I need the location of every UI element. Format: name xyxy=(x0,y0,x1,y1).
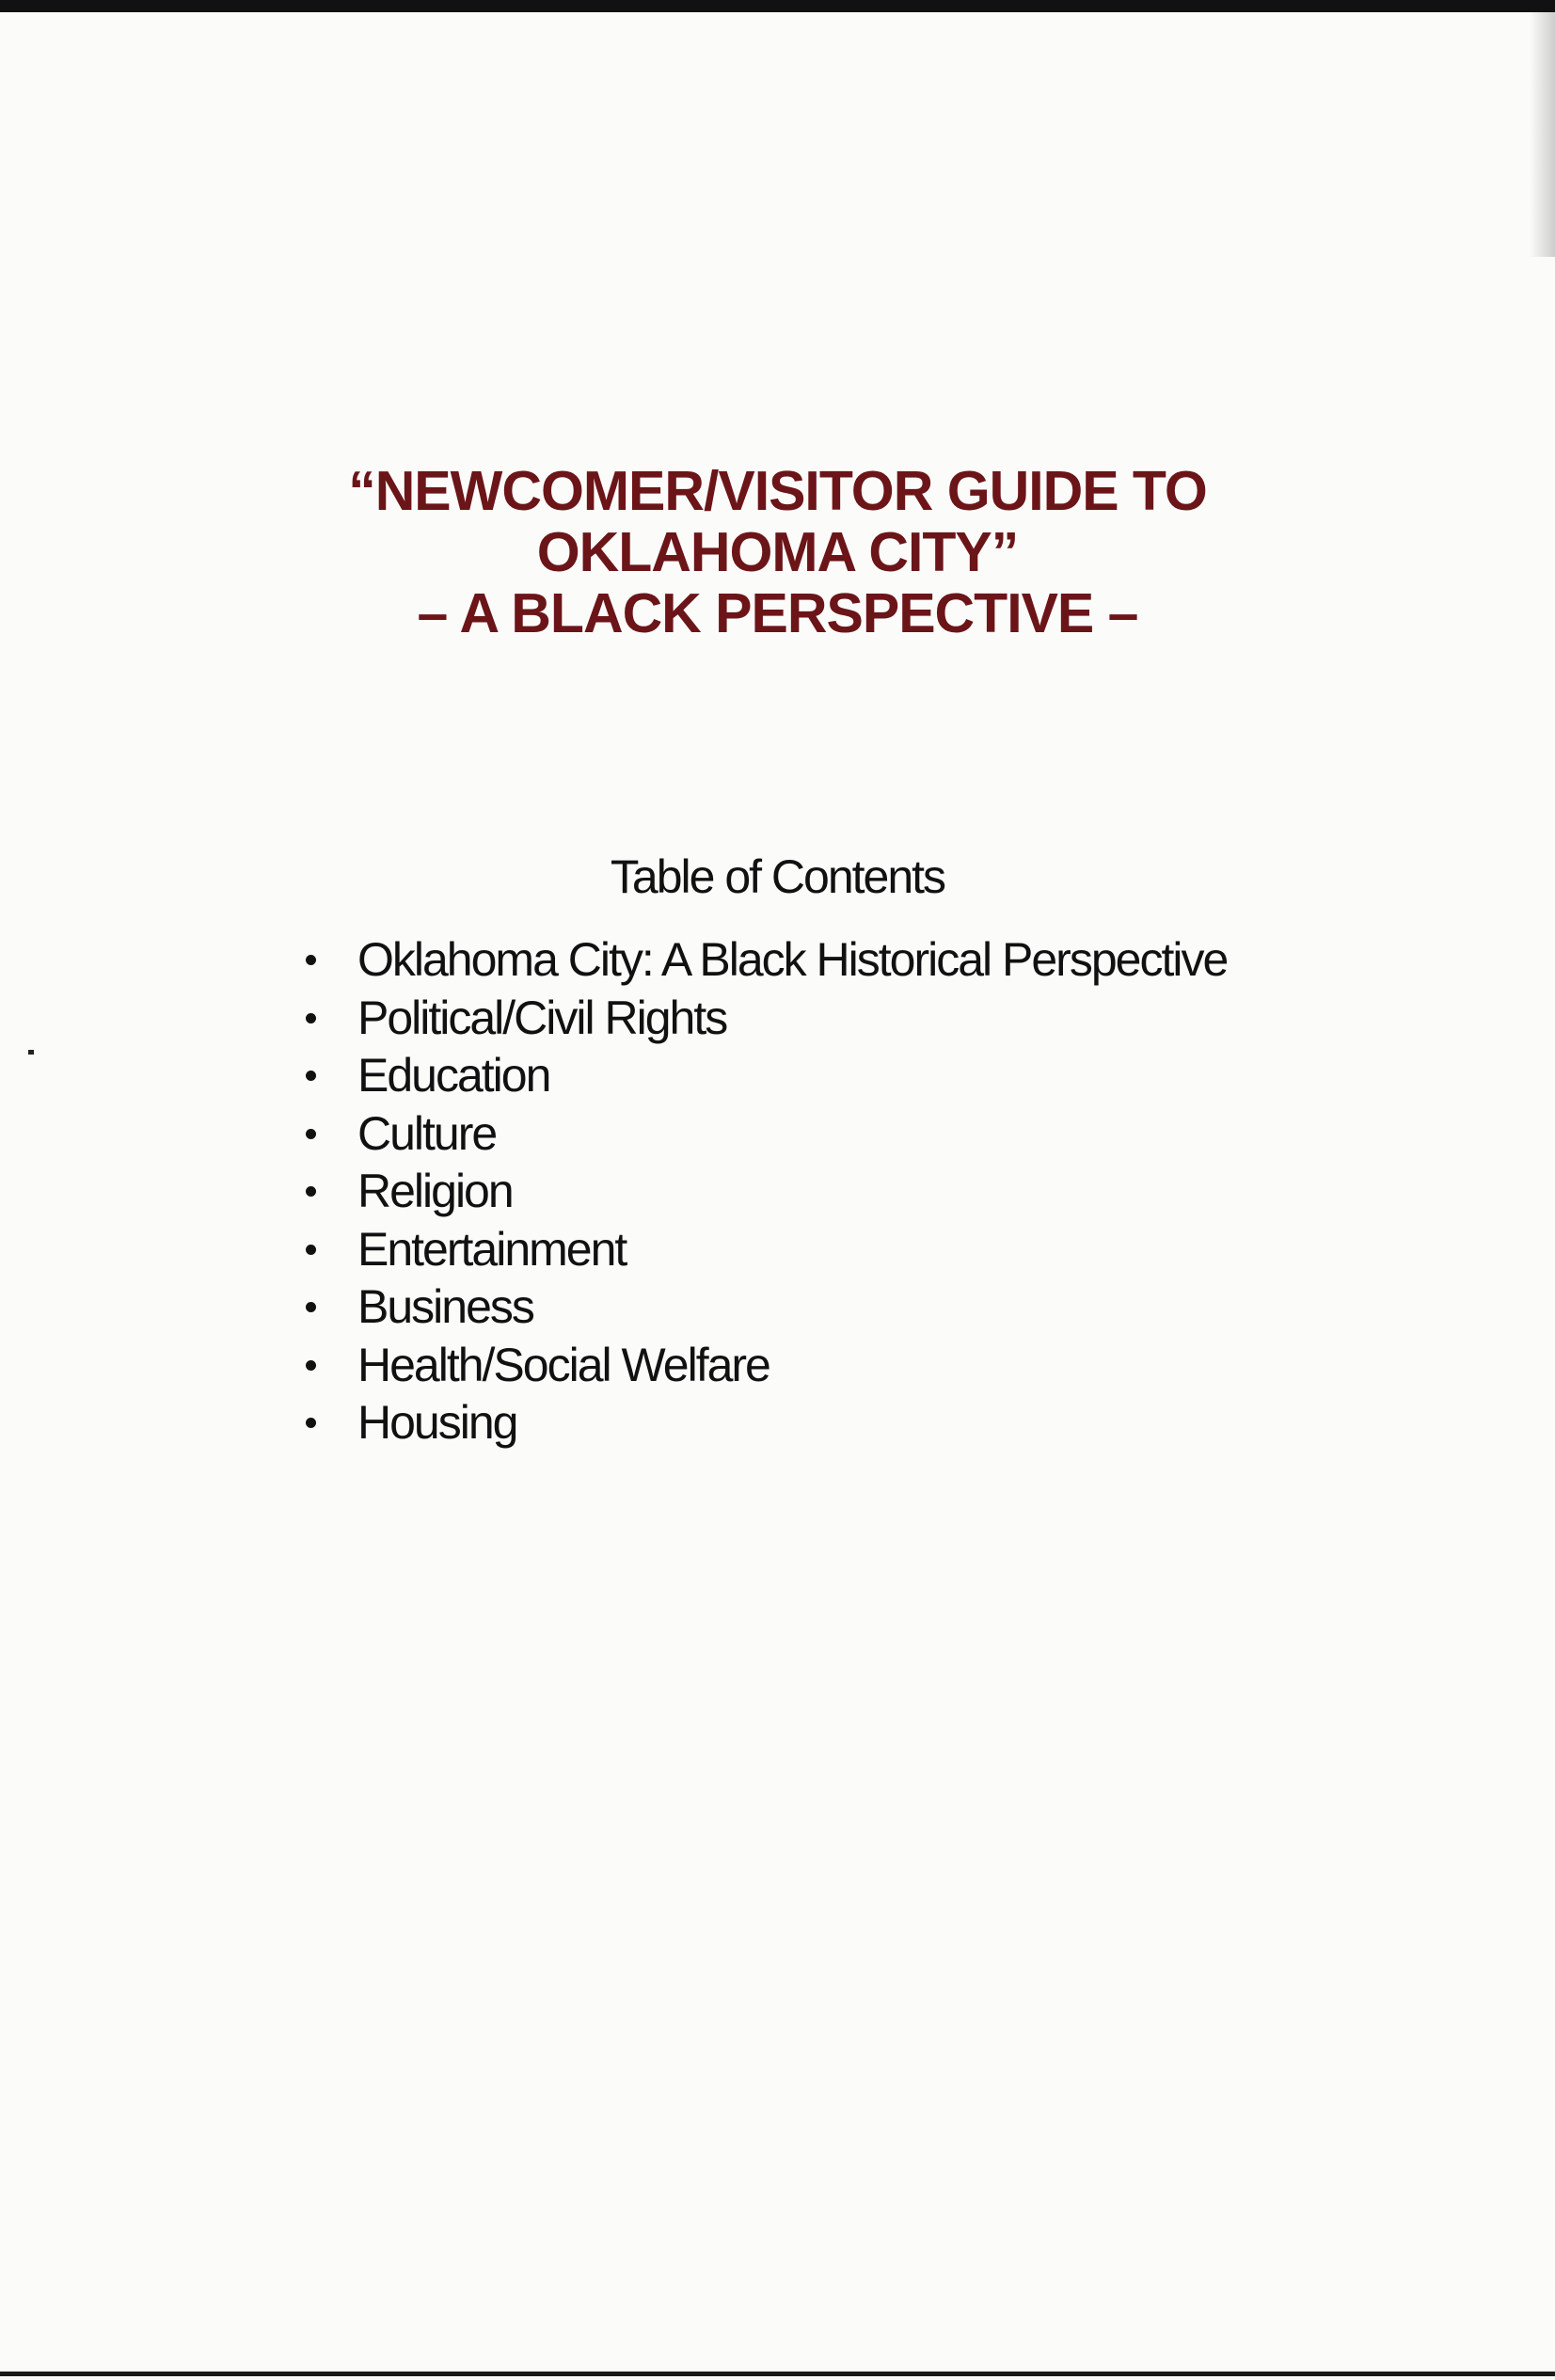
bullet-icon xyxy=(306,955,316,965)
scan-top-edge xyxy=(0,0,1555,12)
toc-item-label: Oklahoma City: A Black Historical Perspective xyxy=(357,933,1228,986)
bullet-icon xyxy=(306,1418,316,1428)
toc-item-label: Culture xyxy=(357,1106,497,1160)
toc-item-label: Religion xyxy=(357,1165,513,1217)
bullet-icon xyxy=(306,1071,316,1081)
toc-item-label: Political/Civil Rights xyxy=(357,991,727,1044)
scan-bottom-edge xyxy=(0,2372,1555,2376)
bullet-icon xyxy=(306,1186,316,1197)
document-title xyxy=(0,461,1555,644)
toc-item-label: Business xyxy=(357,1280,533,1333)
toc-heading: Table of Contents xyxy=(610,850,945,903)
bullet-icon xyxy=(306,1013,316,1023)
scan-speck xyxy=(28,1050,34,1055)
title-line-3: – A BLACK PERSPECTIVE – xyxy=(417,582,1138,644)
bullet-icon xyxy=(306,1245,316,1255)
bullet-icon xyxy=(306,1360,316,1371)
title-line-1: “NEWCOMER/VISITOR GUIDE TO xyxy=(348,460,1207,522)
toc-item-label: Entertainment xyxy=(357,1222,627,1276)
title-line-2: OKLAHOMA CITY” xyxy=(536,521,1019,583)
toc-item-label: Health/Social Welfare xyxy=(357,1338,770,1391)
scan-edge-shadow xyxy=(1530,12,1555,257)
bullet-icon xyxy=(306,1129,316,1139)
toc-item-label: Housing xyxy=(357,1396,517,1449)
toc-item-label: Education xyxy=(357,1049,550,1102)
bullet-icon xyxy=(306,1302,316,1312)
